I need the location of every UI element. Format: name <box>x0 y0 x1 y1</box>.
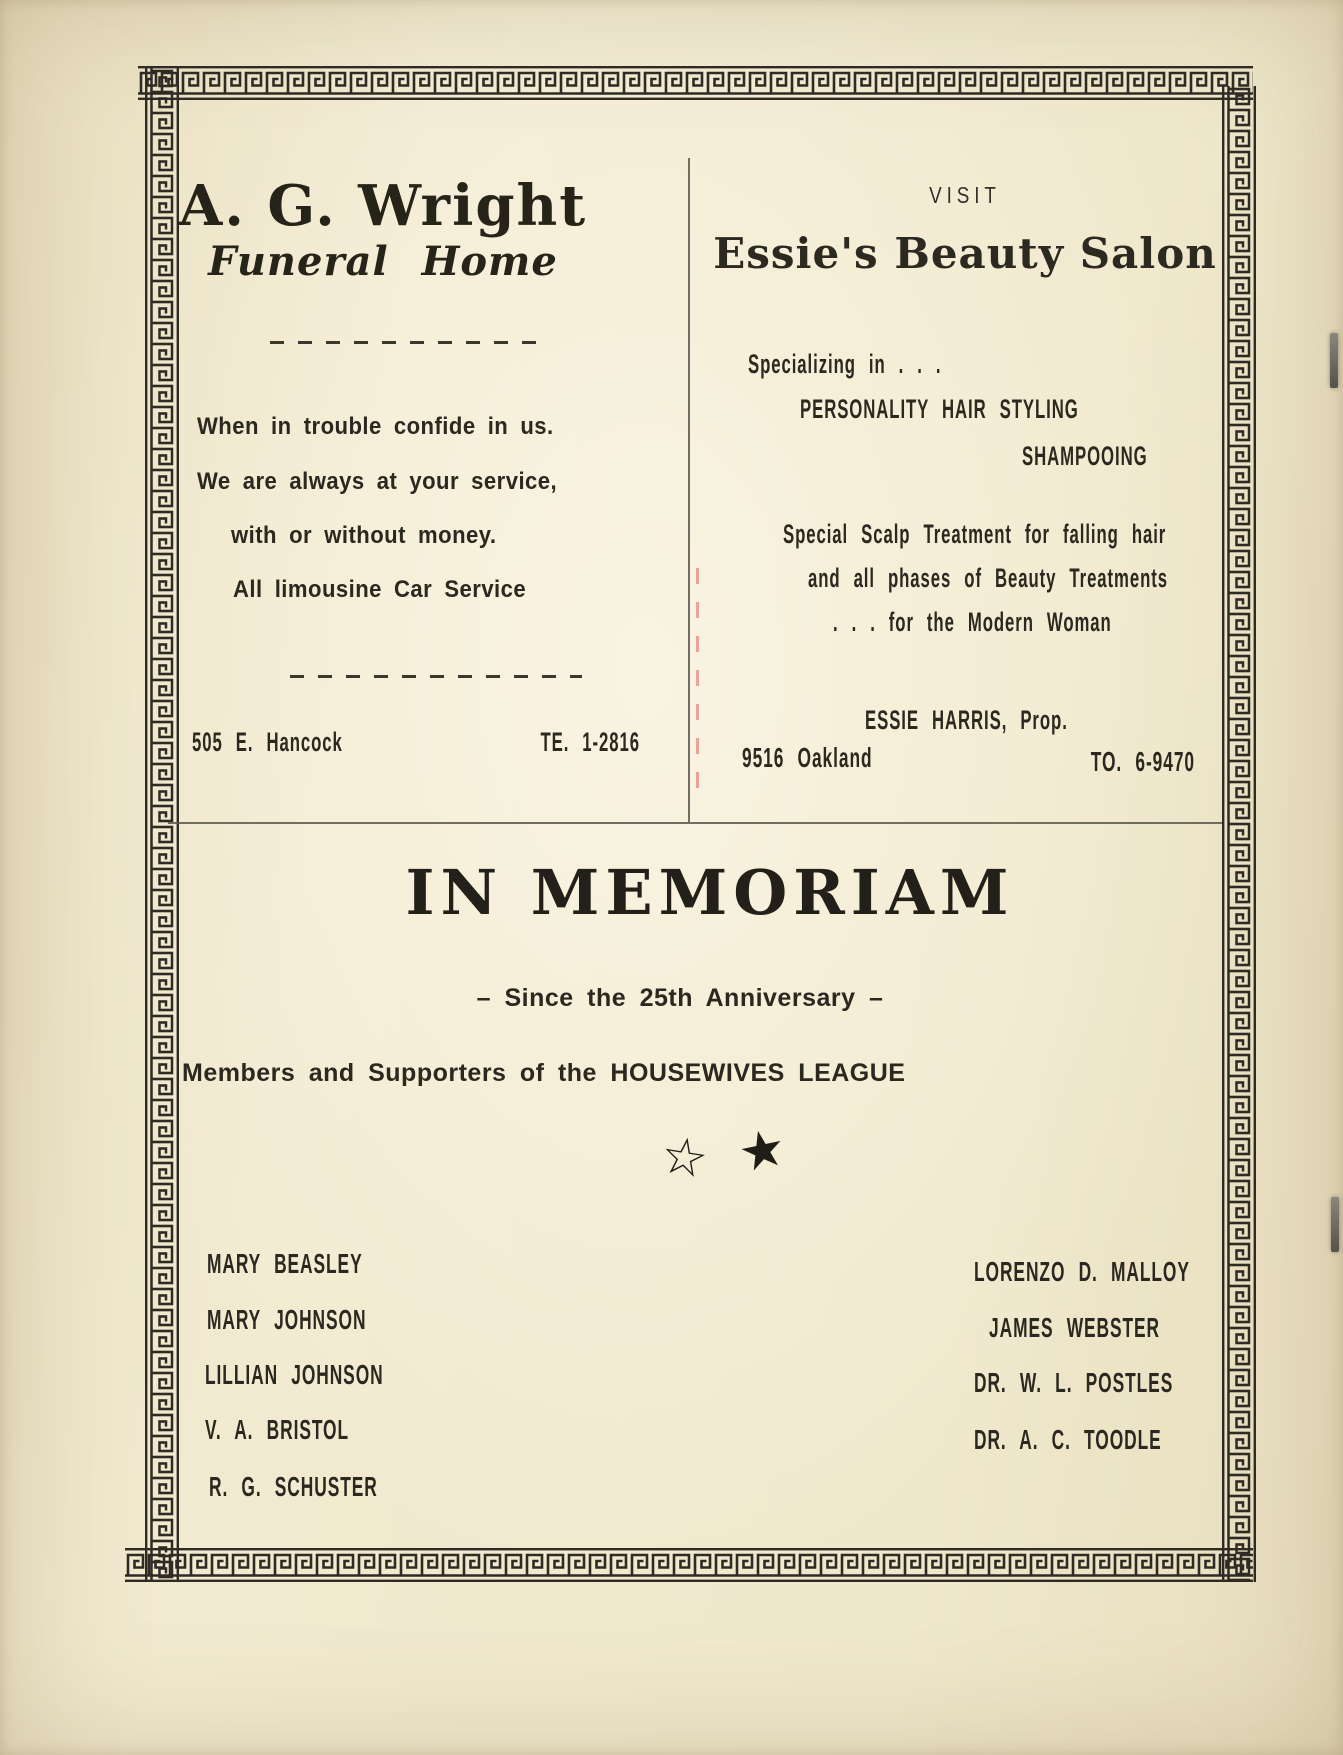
salon-treatment-3: . . . for the Modern Woman <box>833 607 1112 637</box>
memoriam-name: MARY JOHNSON <box>207 1304 367 1335</box>
funeral-home-ad <box>165 170 685 825</box>
memoriam-name: DR. W. L. POSTLES <box>974 1367 1174 1398</box>
salon-treatment-1: Special Scalp Treatment for falling hair <box>783 519 1167 549</box>
greek-key-border-bottom <box>125 1548 1253 1582</box>
memoriam-name: MARY BEASLEY <box>207 1248 363 1279</box>
salon-ad-title: Essie's Beauty Salon <box>713 229 1217 278</box>
star-outline-icon: ☆ <box>656 1124 713 1192</box>
salon-ad-kicker: VISIT <box>929 182 1001 208</box>
dashed-rule-bottom <box>290 675 582 678</box>
dashed-rule-top <box>270 341 548 344</box>
beauty-salon-ad <box>690 170 1225 825</box>
staple-top <box>1330 333 1338 388</box>
memoriam-name: LILLIAN JOHNSON <box>205 1359 384 1390</box>
funeral-ad-address: 505 E. Hancock <box>192 727 343 757</box>
salon-treatment-2: and all phases of Beauty Treatments <box>808 563 1169 593</box>
funeral-ad-title: A. G. Wright <box>178 173 588 239</box>
salon-ad-address: 9516 Oakland <box>742 742 873 773</box>
funeral-ad-subtitle: Funeral Home <box>208 238 558 285</box>
star-filled-icon: ★ <box>733 1116 792 1186</box>
salon-ad-phone: TO. 6-9470 <box>1090 746 1195 777</box>
staple-bottom <box>1331 1197 1339 1252</box>
funeral-tagline-4: All limousine Car Service <box>233 576 527 603</box>
memoriam-intro: Members and Supporters of the HOUSEWIVES LEAGUE <box>182 1059 906 1087</box>
memoriam-name: JAMES WEBSTER <box>989 1312 1160 1343</box>
funeral-tagline-2: We are always at your service, <box>197 468 558 495</box>
in-memoriam-section <box>165 845 1225 1525</box>
memoriam-subtitle: – Since the 25th Anniversary – <box>476 984 884 1012</box>
funeral-ad-phone: TE. 1-2816 <box>540 727 640 757</box>
memoriam-title: IN MEMORIAM <box>405 856 1015 929</box>
memoriam-name: LORENZO D. MALLOY <box>974 1256 1190 1287</box>
memoriam-name: R. G. SCHUSTER <box>209 1471 378 1502</box>
funeral-tagline-1: When in trouble confide in us. <box>197 413 554 440</box>
salon-specialty-2: SHAMPOOING <box>1022 441 1148 471</box>
salon-specializing-label: Specializing in . . . <box>748 349 942 379</box>
memoriam-name: V. A. BRISTOL <box>205 1414 350 1445</box>
salon-specialty-1: PERSONALITY HAIR STYLING <box>800 394 1079 424</box>
greek-key-border-top <box>138 66 1253 100</box>
memoriam-name: DR. A. C. TOODLE <box>974 1424 1162 1455</box>
funeral-tagline-3: with or without money. <box>231 522 497 549</box>
salon-proprietor: ESSIE HARRIS, Prop. <box>865 705 1068 735</box>
greek-key-border-right <box>1222 86 1256 1582</box>
